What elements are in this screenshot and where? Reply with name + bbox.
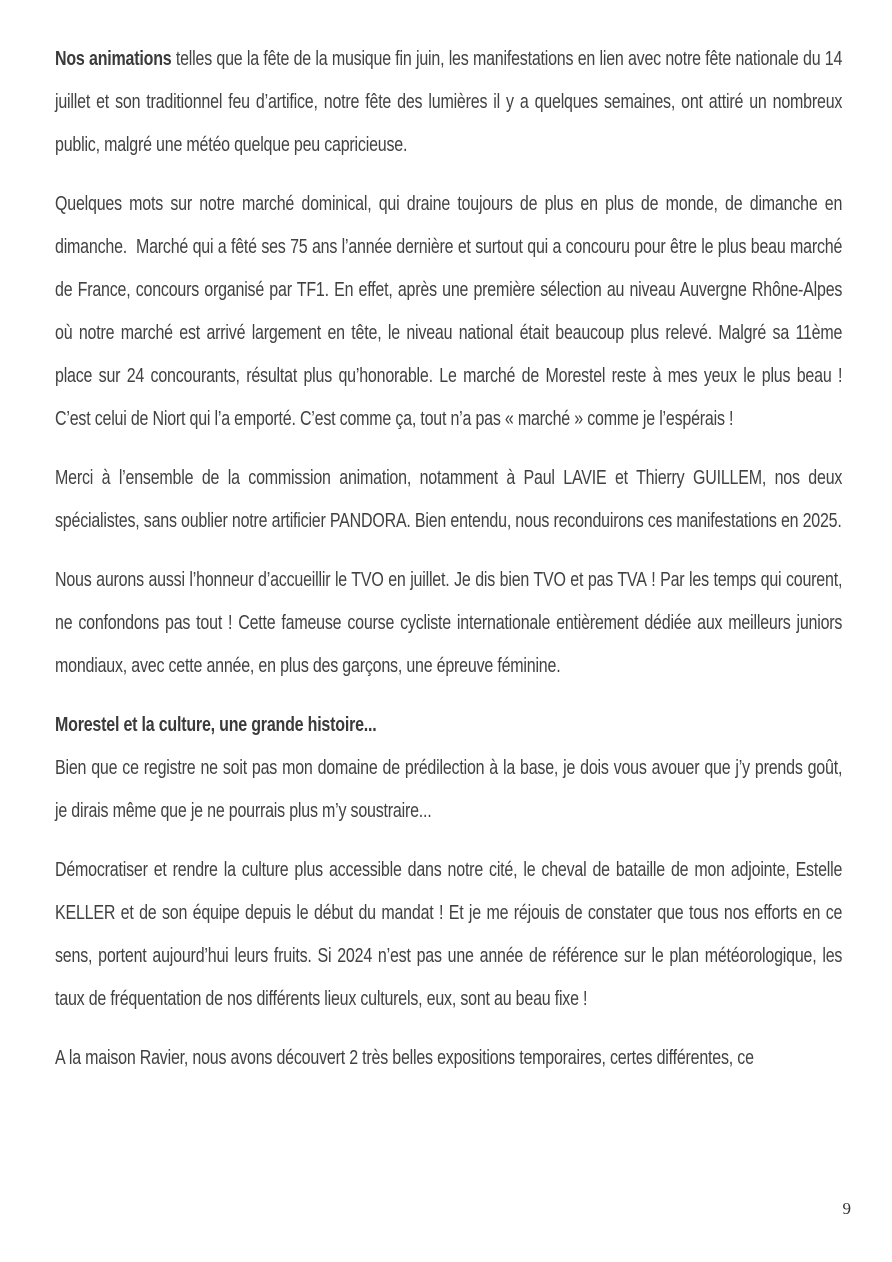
section-heading-culture: Morestel et la culture, une grande histoire... [55, 714, 377, 736]
paragraph-animations-lead: Nos animations [55, 48, 172, 70]
paragraph-democratiser: Démocratiser et rendre la culture plus accessible dans notre cité, le cheval de bataille de mon adjointe, Estelle KELLER et de son équipe depuis le début du mandat ! Et je me réjouis de constater que tous nos efforts en ce sens, portent aujourd’hui leurs fruits. Si 2024 n’est pas une année de référence sur le plan météorologique, les taux de fréquentation de nos différents lieux culturels, eux, sont au beau fixe ! [55, 859, 843, 1010]
page-number: 9 [842, 1199, 851, 1218]
paragraph-marche: Quelques mots sur notre marché dominical, qui draine toujours de plus en plus de monde, de dimanche en dimanche. Marché qui a fêté ses 75 ans l’année dernière et surtout qui a concouru pour être le plus beau marché de France, concours organisé par TF1. En effet, après une première sélection au niveau Auvergne Rhône-Alpes où notre marché est arrivé largement en tête, le niveau national était beaucoup plus relevé. Malgré sa 11ème place sur 24 concourants, résultat plus qu’honorable. Le marché de Morestel reste à mes yeux le plus beau ! C’est celui de Niort qui l’a emporté. C’est comme ça, tout n’a pas « marché » comme je l’espérais ! [55, 193, 843, 430]
paragraph-tvo: Nous aurons aussi l’honneur d’accueillir le TVO en juillet. Je dis bien TVO et pas TVA ! Par les temps qui courent, ne confondons pas tout ! Cette fameuse course cycliste internationale entièrement dédiée aux meilleurs juniors mondiaux, avec cette année, en plus des garçons, une épreuve féminine. [55, 569, 843, 677]
paragraph-animations-text: telles que la fête de la musique fin juin, les manifestations en lien avec notre fête nationale du 14 juillet et son traditionnel feu d’artifice, notre fête des lumières il y a quelques semaines, ont attiré un nombreux public, malgré une météo quelque peu capricieuse. [55, 48, 843, 156]
paragraph-ravier: A la maison Ravier, nous avons découvert 2 très belles expositions temporaires, certes différentes, ce [55, 1047, 754, 1069]
paragraph-animations [55, 38, 842, 167]
page-content [55, 38, 842, 1096]
paragraph-merci: Merci à l’ensemble de la commission animation, notamment à Paul LAVIE et Thierry GUILLEM, nos deux spécialistes, sans oublier notre artificier PANDORA. Bien entendu, nous reconduirons ces manifestations en 2025. [55, 467, 843, 532]
paragraph-registre: Bien que ce registre ne soit pas mon domaine de prédilection à la base, je dois vous avouer que j’y prends goût, je dirais même que je ne pourrais plus m’y soustraire... [55, 757, 843, 822]
